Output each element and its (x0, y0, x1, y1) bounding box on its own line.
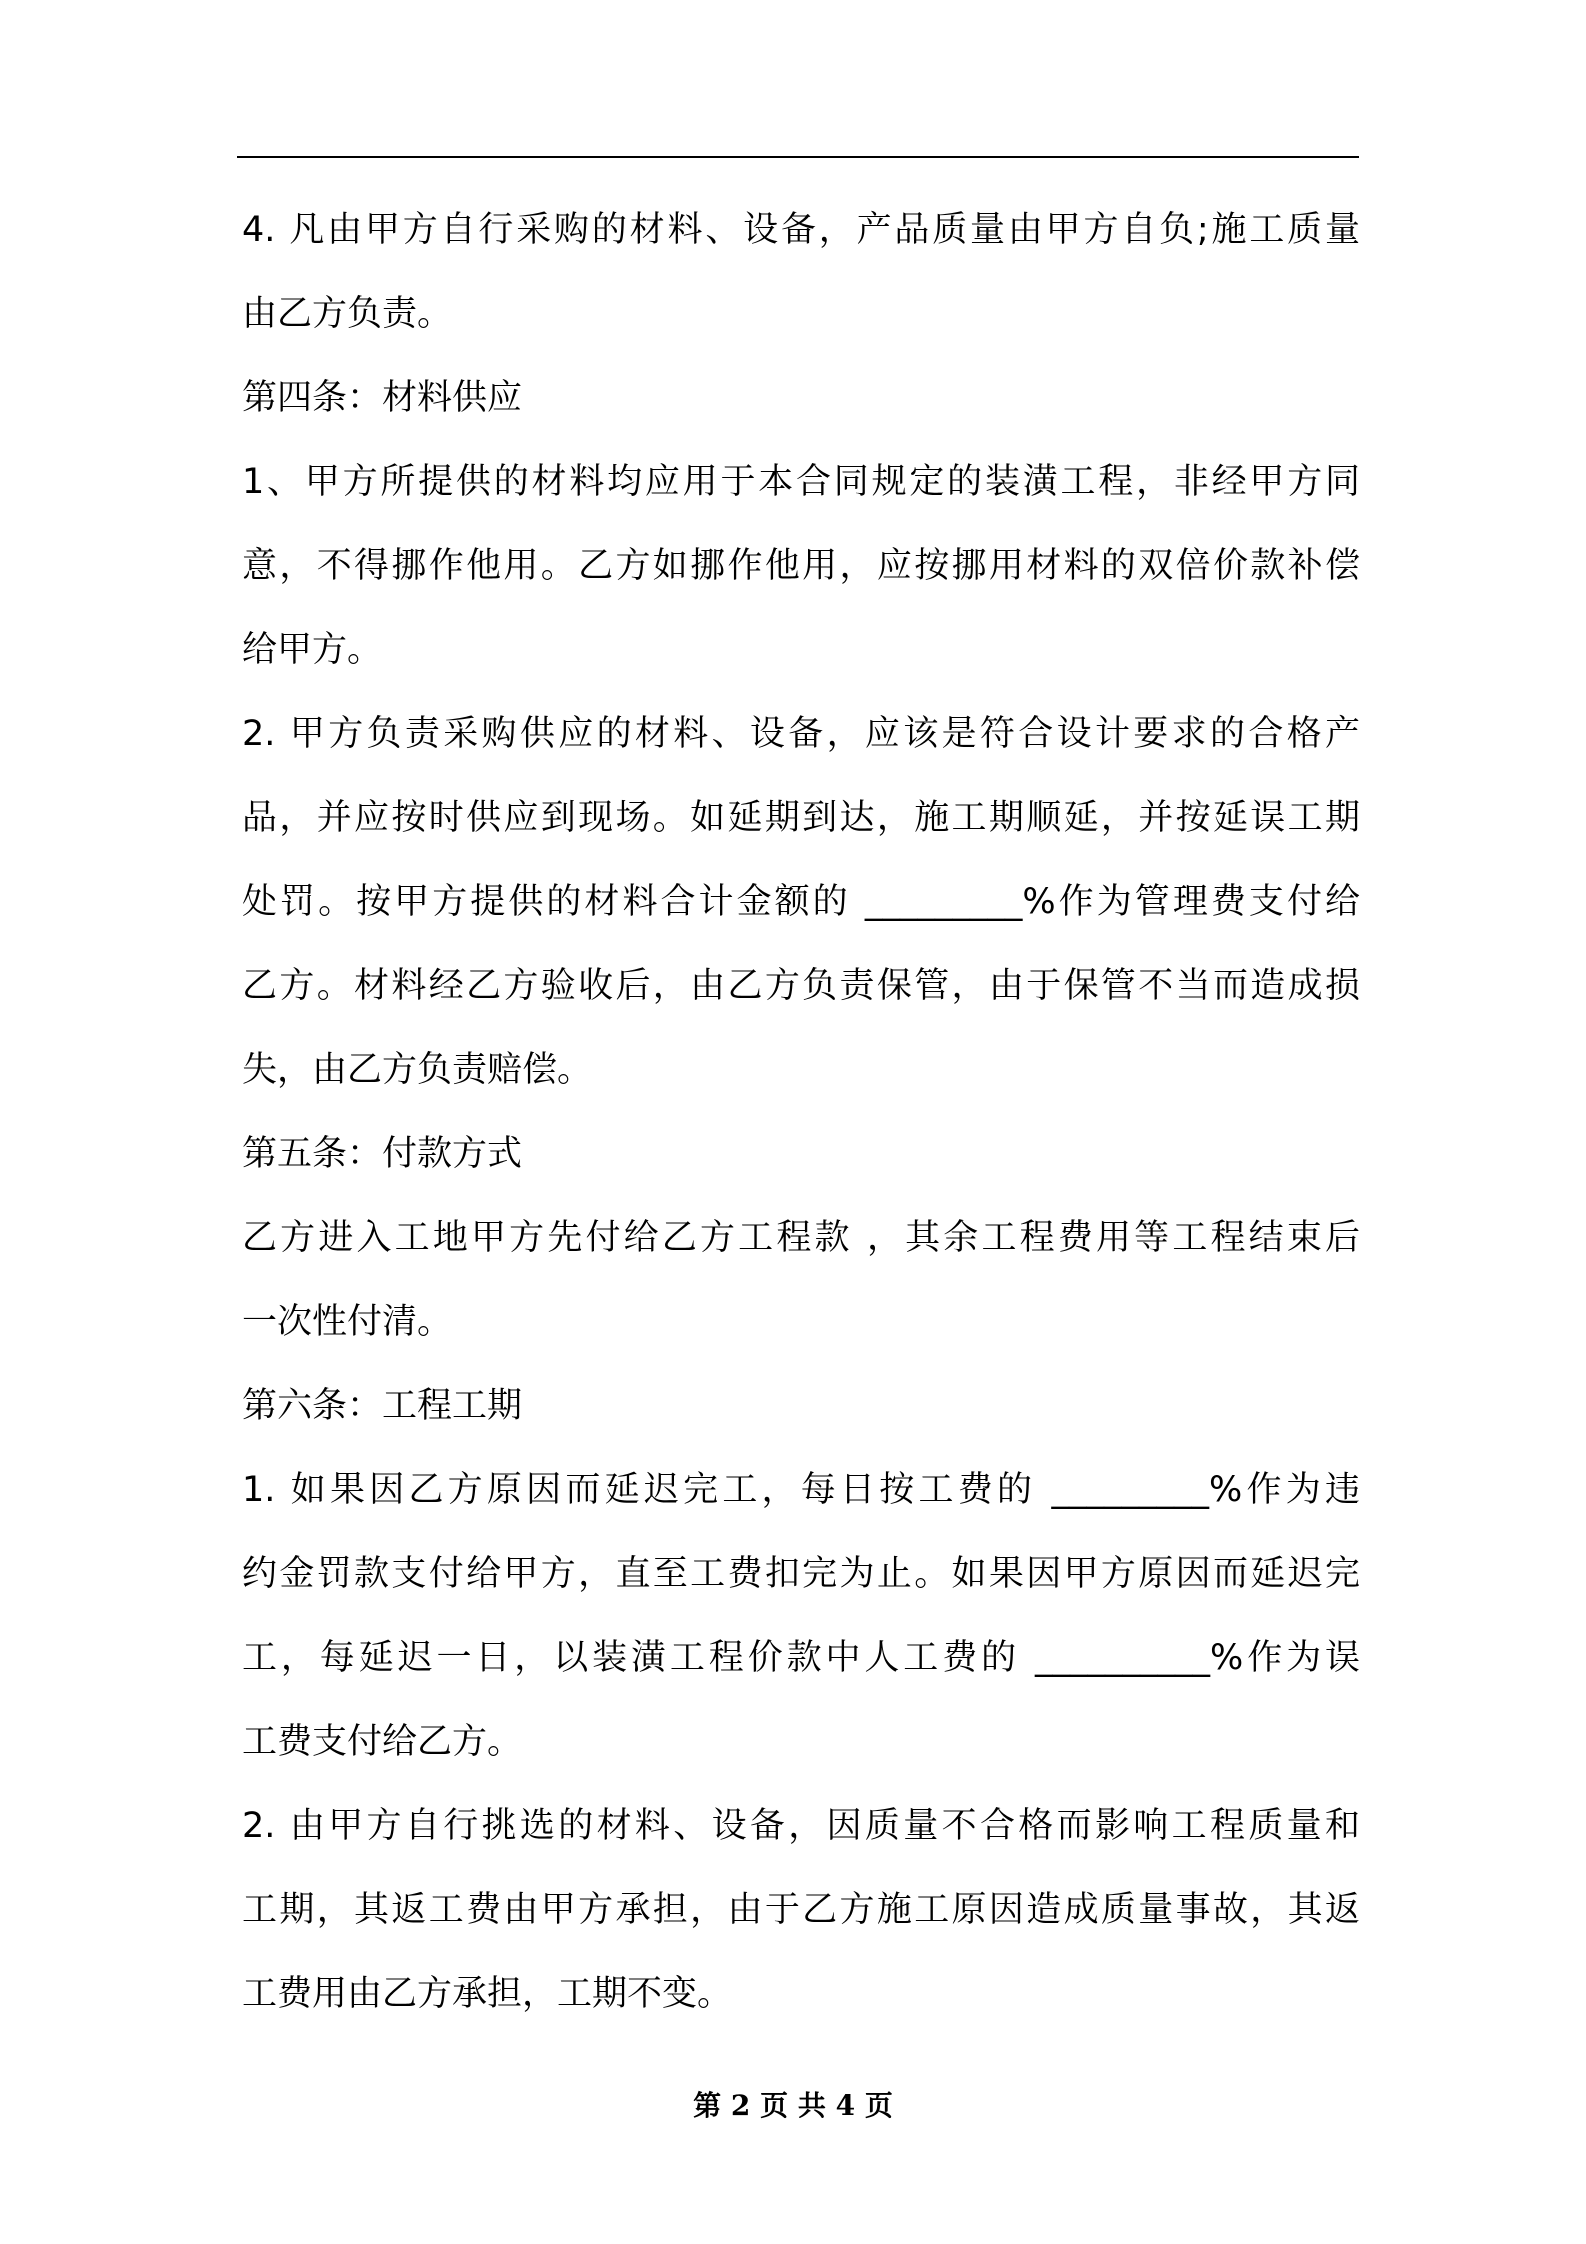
text-line: 品，并应按时供应到现场。如延期到达，施工期顺延，并按延误工期 (242, 798, 1360, 838)
section-heading: 第六条：工程工期 (242, 1386, 523, 1426)
text-line: 乙方。材料经乙方验收后，由乙方负责保管，由于保管不当而造成损 (242, 966, 1360, 1006)
text-line: 工期，其返工费由甲方承担，由于乙方施工原因造成质量事故，其返 (242, 1890, 1360, 1930)
page-number: 第 2 页 共 4 页 (693, 2089, 893, 2122)
text-line: 1、甲方所提供的材料均应用于本合同规定的装潢工程，非经甲方同 (242, 462, 1360, 502)
text-line: 由乙方负责。 (242, 294, 453, 334)
section-heading: 第四条：材料供应 (242, 378, 523, 418)
text-line: 工费用由乙方承担，工期不变。 (242, 1974, 733, 2014)
text-line: 4. 凡由甲方自行采购的材料、设备，产品质量由甲方自负;施工质量 (242, 210, 1360, 250)
text-line: 处罚。按甲方提供的材料合计金额的 _________%作为管理费支付给 (242, 882, 1360, 922)
text-line: 失，由乙方负责赔偿。 (242, 1050, 593, 1090)
text-line: 给甲方。 (242, 630, 383, 670)
text-line: 工费支付给乙方。 (242, 1722, 523, 1762)
text-line: 一次性付清。 (242, 1302, 453, 1342)
text-line: 意，不得挪作他用。乙方如挪作他用，应按挪用材料的双倍价款补偿 (242, 546, 1360, 586)
text-line: 2. 由甲方自行挑选的材料、设备，因质量不合格而影响工程质量和 (242, 1806, 1360, 1846)
text-line: 2. 甲方负责采购供应的材料、设备，应该是符合设计要求的合格产 (242, 714, 1360, 754)
text-line: 1. 如果因乙方原因而延迟完工，每日按工费的 _________%作为违 (242, 1470, 1360, 1510)
text-line: 工，每延迟一日，以装潢工程价款中人工费的 __________%作为误 (242, 1638, 1360, 1678)
header-rule (237, 156, 1359, 158)
text-line: 约金罚款支付给甲方，直至工费扣完为止。如果因甲方原因而延迟完 (242, 1554, 1360, 1594)
section-heading: 第五条：付款方式 (242, 1134, 523, 1174)
document-body (242, 188, 1360, 2036)
text-line: 乙方进入工地甲方先付给乙方工程款 ，其余工程费用等工程结束后 (242, 1218, 1360, 1258)
